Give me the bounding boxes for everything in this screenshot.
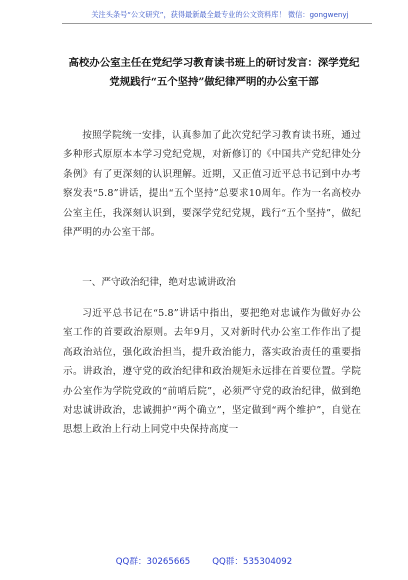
- document-title: 高校办公室主任在党纪学习教育读书班上的研讨发言：深学党纪党规践行“五个坚持”做纪律严明的办公室干部: [68, 57, 360, 88]
- section-heading-1: 一、严守政治纪律，绝对忠诚讲政治: [82, 277, 236, 288]
- body-paragraph-2: 习近平总书记在“5.8”讲话中指出，要把绝对忠诚作为做好办公室工作的首要政治原则。去年9月，又对新时代办公室工作作出了提高政治站位，强化政治担当，提升政治能力，落实政治责任的重要指示。讲政治，遵守党的政治纪律和政治规矩永远排在首要位置。学院办公室作为学院党政的“前哨后院”，必须严守党的政治纪律，做到绝对忠诚讲政治，忠诚拥护“两个确立”，坚定做到“两个维护”，自觉在思想上政治上行动上同党中央保持高度一: [63, 308, 361, 436]
- footer-contacts: [0, 556, 408, 568]
- header-banner: 关注头条号“公文研究”，获得最新最全最专业的公文资料库！ 微信：gongwenyj: [91, 10, 349, 19]
- header-divider: [62, 23, 372, 24]
- body-paragraph-1: 按照学院统一安排，认真参加了此次党纪学习教育读书班，通过多种形式原原本本学习党纪党规，对新修订的《中国共产党纪律处分条例》有了更深刻的认识理解。近期，又正值习近平总书记到中办考察发表“5.8”讲话，提出“五个坚持”总要求10周年。作为一名高校办公室主任，我深刻认识到，要深学党纪党规，践行“五个坚持”，做纪律严明的办公室干部。: [63, 130, 361, 239]
- footer-qq-group-1: QQ群：30265665: [115, 557, 191, 567]
- footer-qq-group-2: QQ群：535304092: [212, 557, 293, 567]
